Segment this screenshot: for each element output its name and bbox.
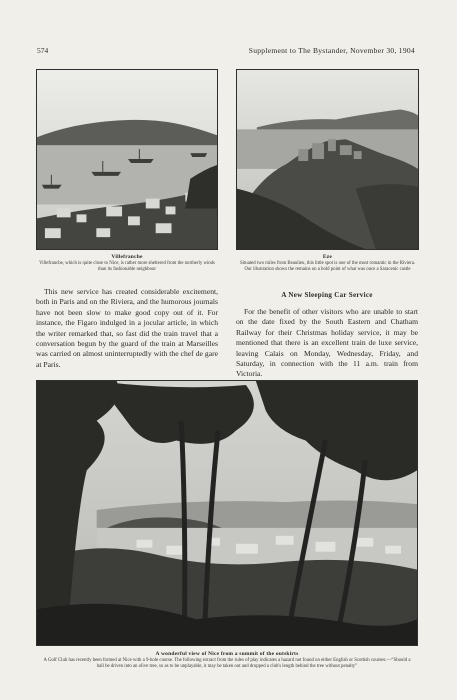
nice-caption-title: A wonderful view of Nice from a summit of the outskirts	[155, 651, 299, 657]
villefranche-caption-text: Villefranche, which is quite close to Nice, is rather more sheltered from the northerly winds than its fashionable neighbour	[39, 261, 215, 272]
nice-photo	[36, 380, 418, 646]
right-column-paragraph: For the benefit of other visitors who are unable to start on the date fixed by the South Eastern and Chatham Railway for their Christmas holiday service, it may be mentioned that there is an excellent train de luxe service, leaving Calais on Monday, Wednesday, Friday, and Saturday, in connection with the 11 a.m. train from Victoria.	[236, 307, 418, 379]
right-column	[236, 307, 418, 380]
villefranche-photo	[36, 69, 218, 250]
left-column	[36, 287, 218, 370]
eze-caption-text: Situated two miles from Beaulieu, this little spot is one of the most romantic in the Riviera. Our illustration shows the remains on a bold point of what was once a Saracenic castle	[239, 261, 416, 272]
running-title: Supplement to The Bystander, November 30, 1904	[248, 46, 415, 55]
eze-photo	[236, 69, 419, 250]
villefranche-caption-title: Villefranche	[111, 254, 143, 260]
section-heading: A New Sleeping Car Service	[281, 291, 373, 299]
page-header	[37, 46, 415, 58]
left-column-paragraph: This new service has created considerable excitement, both in Paris and on the Riviera, and the humorous journals have not been slow to make good copy out of it. For instance, the Figaro indulged in a jocular article, in which the writer remarked that, so fast did the train travel that a conversation begun by the guard of the train at Marseilles was carried on almost uninterruptedly with the chef de gare at Paris.	[36, 287, 218, 369]
eze-caption-title: Eze	[322, 254, 333, 260]
page-number: 574	[37, 46, 49, 55]
nice-caption-text: A Golf Club has recently been formed at Nice with a 9-hole course. The following extract from the rules of play indicates a hazard not found on either English or Scottish courses:—“Should a ball be driven into an olive tree, so as to be unplayable, it may be taken out and dropped a club's length behind the tree without penalty”	[43, 658, 411, 669]
